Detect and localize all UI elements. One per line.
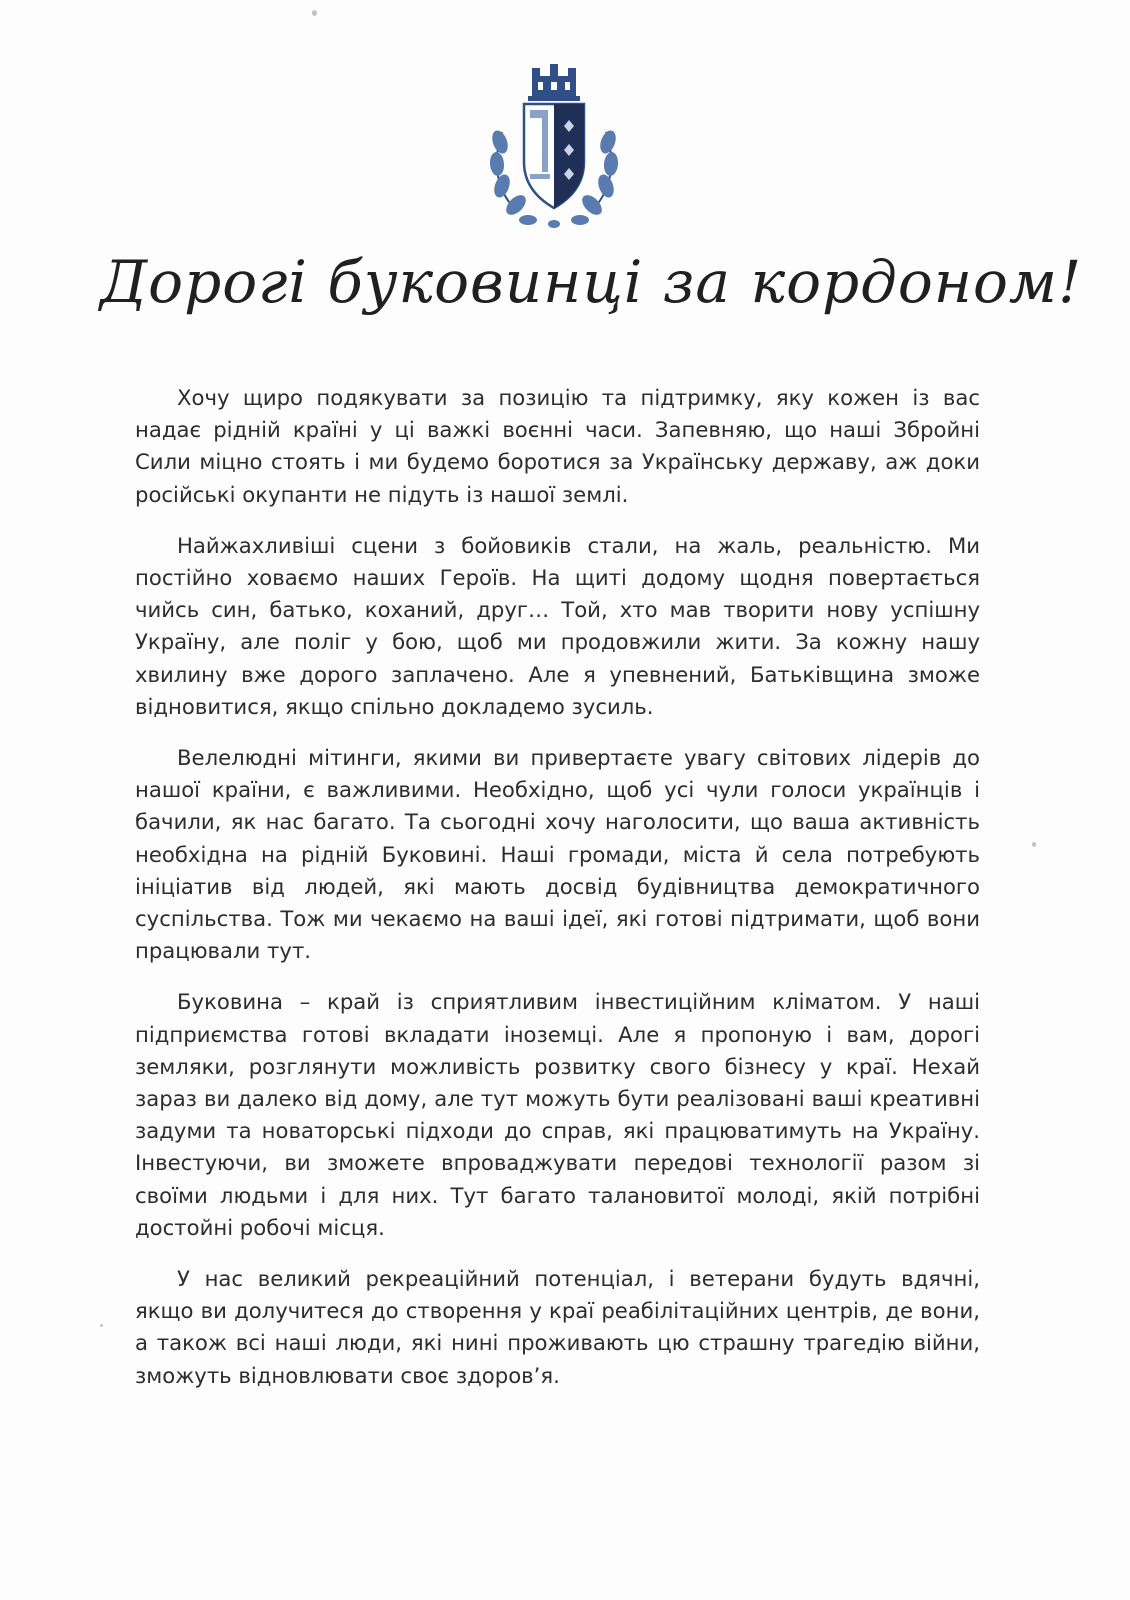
letter-salutation: Дорогі буковинці за кордоном! bbox=[100, 248, 1083, 316]
coat-of-arms-icon bbox=[488, 62, 620, 230]
letter-paragraph: У нас великий рекреаційний потенціал, і ветерани будуть вдячні, якщо ви долучитеся до створення у краї реабілітаційних центрів, де вони, а також всі наші люди, які нині проживають цю страшну трагедію війни, зможуть відновлювати своє здоров’я. bbox=[135, 1266, 980, 1388]
letter-paragraph: Найжахливіші сцени з бойовиків стали, на жаль, реальністю. Ми постійно ховаємо наших Героїв. На щиті додому щодня повертається чийсь син, батько, коханий, друг… Той, хто мав творити нову успішну Україну, але поліг у бою, щоб ми продовжили жити. За кожну нашу хвилину вже дорого заплачено. Але я упевнений, Батьківщина зможе відновитися, якщо спільно докладемо зусиль. bbox=[135, 532, 980, 719]
paper-speck bbox=[1032, 842, 1036, 847]
letter-paragraph: Буковина – край із сприятливим інвестиційним кліматом. У наші підприємства готові вкладати іноземці. Але я пропоную і вам, дорогі земляки, розглянути можливість розвитку свого бізнесу у краї. Нехай зараз ви далеко від дому, але тут можуть бути реалізовані ваші креативні задуми та новаторські підходи до справ, які працюватимуть на Україну. Інвестуючи, ви зможете впроваджувати передові технології разом зі своїми людьми і для них. Тут багато талановитої молоді, якій потрібні достойні робочі місця. bbox=[135, 989, 980, 1240]
letter-paragraph: Хочу щиро подякувати за позицію та підтримку, яку кожен із вас надає рідній країні у ці важкі воєнні часи. Запевняю, що наші Збройні Сили міцно стоять і ми будемо боротися за Українську державу, аж доки російські окупанти не підуть із нашої землі. bbox=[135, 385, 980, 507]
letter-paragraph: Велелюдні мітинги, якими ви привертаєте увагу світових лідерів до нашої країни, є важливими. Необхідно, щоб усі чули голоси українців і бачили, як нас багато. Та сьогодні хочу наголосити, що ваша активність необхідна на рідній Буковині. Наші громади, міста й села потребують ініціатив від людей, які мають досвід будівництва демократичного суспільства. Тож ми чекаємо на ваші ідеї, які готові підтримати, щоб вони працювали тут. bbox=[135, 745, 980, 964]
paper-speck bbox=[312, 10, 317, 16]
paper-speck bbox=[100, 1324, 103, 1327]
letter-body bbox=[135, 382, 980, 1411]
